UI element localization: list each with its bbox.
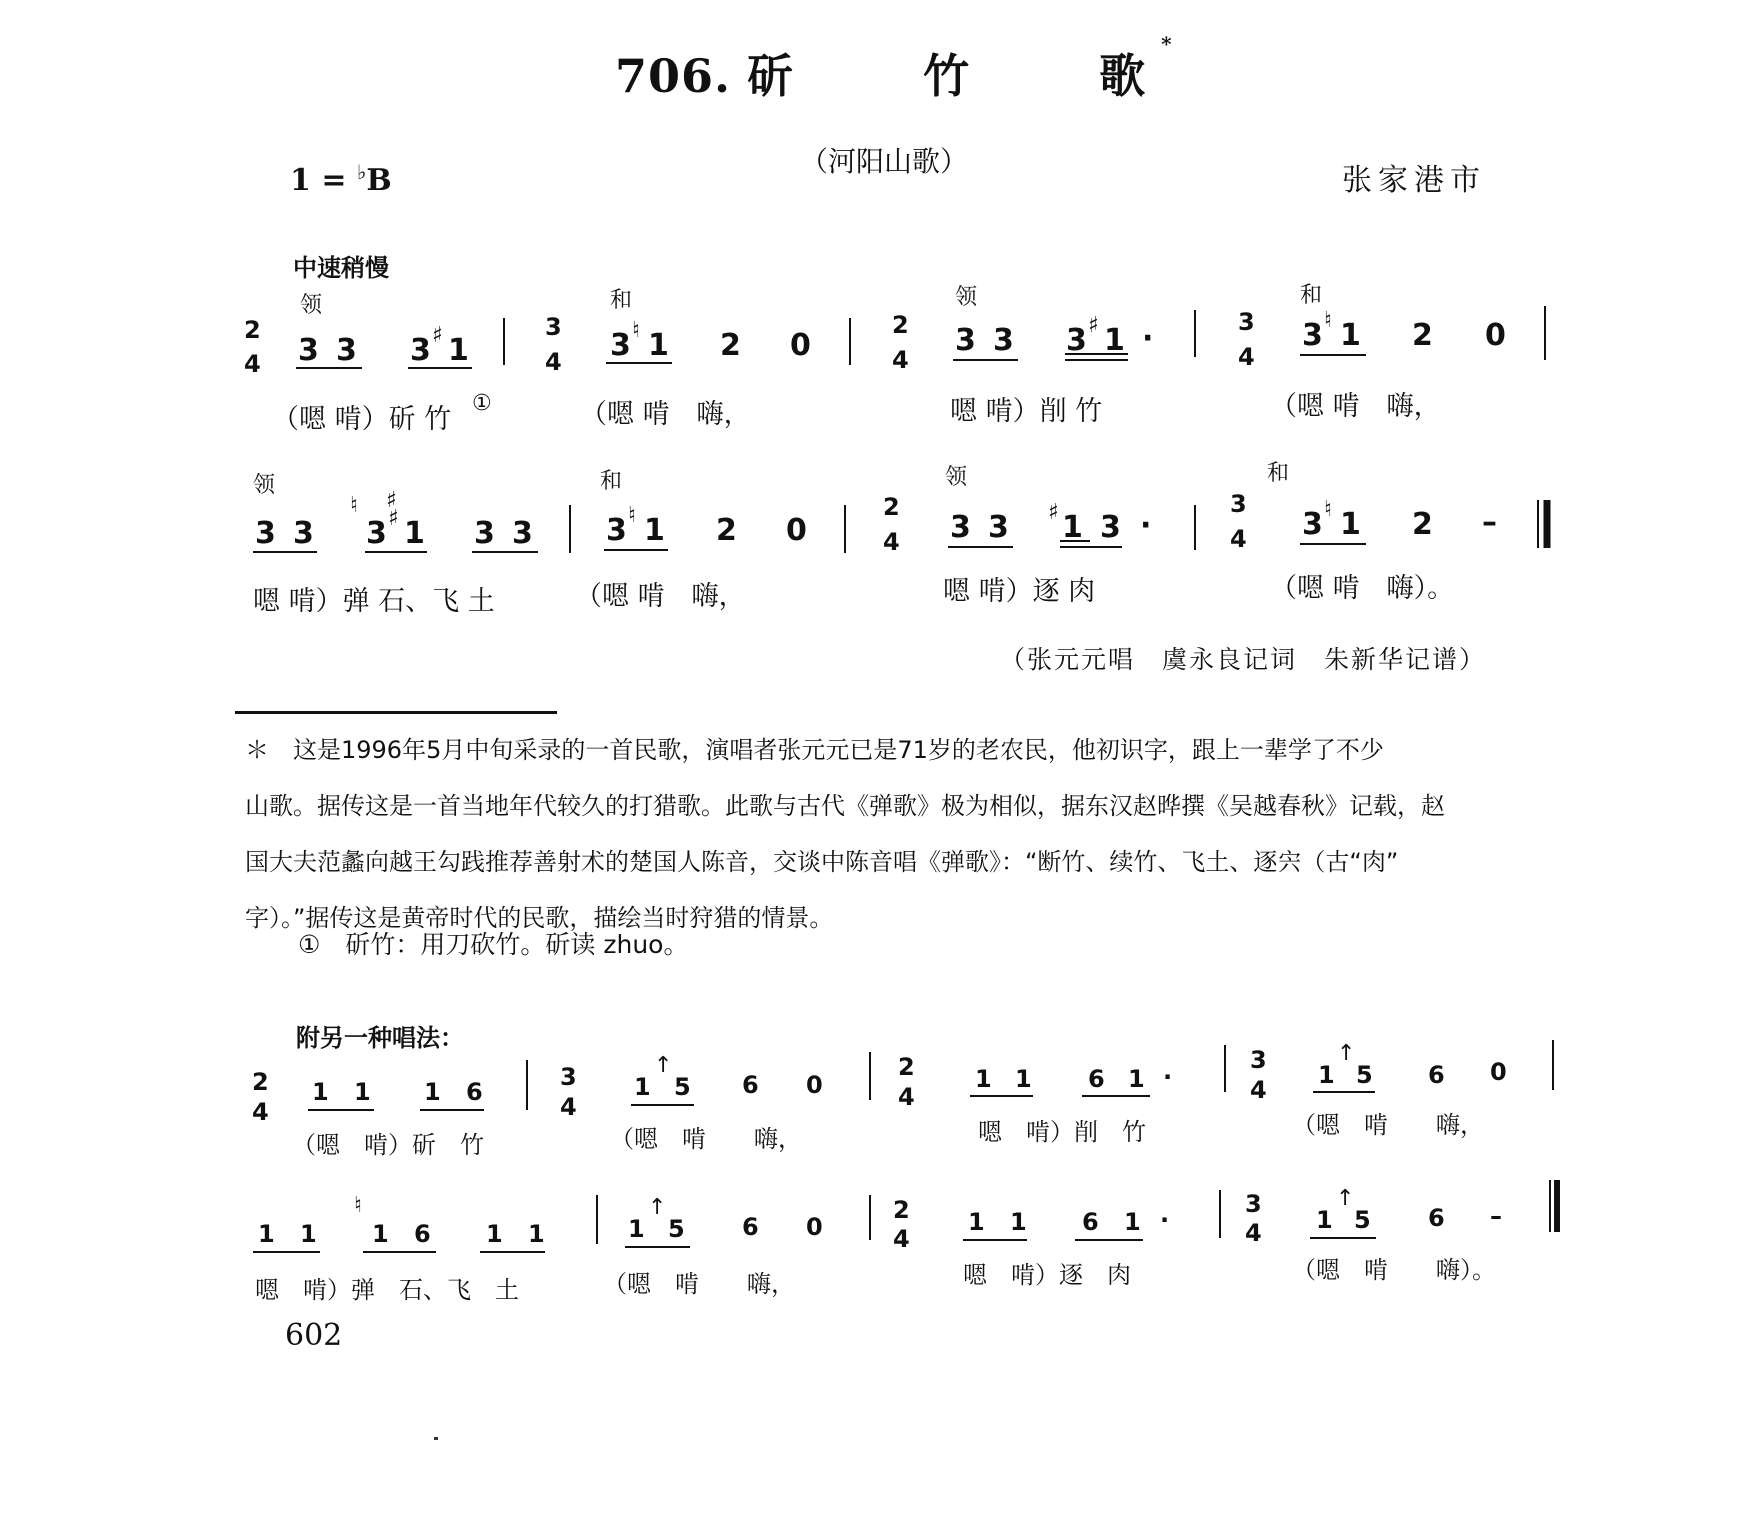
time-sig-top: 3 [560,1063,577,1091]
time-sig-top: 3 [1230,490,1247,518]
scan-speck [434,1437,438,1440]
note: 1 [486,1220,503,1248]
lyric: （嗯 啃 嗨， [1270,391,1441,422]
note: 1 [1104,323,1125,358]
note: 3 [366,516,387,551]
note: 6 [742,1213,759,1241]
up-arrow: ↑ [1336,1186,1355,1211]
dash: – [1490,1202,1502,1230]
role-lead: 领 [945,465,968,490]
note: 1 [312,1078,329,1106]
note: 3 [606,513,627,548]
note: 6 [1428,1204,1445,1232]
note: 6 [742,1071,759,1099]
grace-mark: ♮ [350,493,358,518]
role-chorus: 和 [1300,283,1323,308]
note: 5 [668,1215,685,1243]
note: 1 [404,516,425,551]
time-sig-bottom: 4 [892,346,909,374]
lyric: （嗯 啃）斫 竹 [292,1131,484,1159]
note: 1 [628,1215,645,1243]
note: 1 [968,1208,985,1236]
note: 3 [988,510,1009,545]
title-footnote-mark: * [1161,32,1172,56]
credits: （张元元唱 虞永良记词 朱新华记谱） [1000,645,1487,674]
time-sig-top: 2 [883,493,900,521]
time-sig-bottom: 4 [893,1225,910,1253]
note: 5 [1356,1061,1373,1089]
lyric: （嗯 啃 嗨， [603,1270,795,1298]
lyric: 嗯 啃）逐 肉 [943,576,1096,607]
role-lead: 领 [300,293,323,318]
note: 5 [674,1073,691,1101]
page-number: 602 [285,1318,343,1353]
role-chorus: 和 [610,288,633,313]
note: 1 [1062,510,1083,545]
note: 3 [1302,318,1323,353]
natural-sign: ♮ [1324,308,1332,333]
role-chorus: 和 [600,469,623,494]
row2-notes [255,488,1497,551]
note: 3 [293,516,314,551]
note: 6 [1082,1208,1099,1236]
note: 1 [1340,507,1361,542]
note: 3 [410,333,431,368]
key-note: B [366,163,392,198]
note: 1 [258,1220,275,1248]
time-sig-top: 3 [1238,308,1255,336]
note: 1 [1316,1206,1333,1234]
time-sig-top: 2 [893,1196,910,1224]
grace-mark: ♮ [354,1193,362,1218]
role-lead: 领 [955,285,978,310]
note: 6 [1428,1061,1445,1089]
note: 1 [300,1220,317,1248]
role-chorus: 和 [1267,461,1290,486]
dot: · [1140,508,1152,543]
note: 1 [1128,1065,1145,1093]
note: 2 [1412,318,1433,353]
time-sig-top: 3 [1245,1190,1262,1218]
natural-sign: ♮ [632,318,640,343]
lyric: 嗯 啃）逐 肉 [963,1261,1131,1289]
dot: · [1160,1206,1170,1234]
footnote-rule [235,711,557,714]
note: 1 [448,333,469,368]
natural-sign: ♮ [1324,497,1332,522]
lyric: （嗯 啃 嗨）。 [1292,1256,1496,1284]
lyric: （嗯 啃 嗨）。 [1270,573,1455,604]
dot: · [1163,1063,1173,1091]
time-sig-top: 3 [545,313,562,341]
note: 1 [1340,318,1361,353]
note: 0 [786,513,807,548]
lyric: 嗯 啃）弹 石、飞 土 [253,586,495,617]
time-sig-bottom: 4 [1230,525,1247,553]
note: 3 [512,516,533,551]
time-sig-top: 2 [898,1053,915,1081]
lyric: （嗯 啃 嗨， [580,399,751,430]
footnote-line: 国大夫范蠡向越王勾践推荐善射术的楚国人陈音，交谈中陈音唱《弹歌》：“断竹、续竹、飞土、逐宍（古“肉” [245,848,1399,876]
note: 3 [610,328,631,363]
footnote-line: 字）。”据传这是黄帝时代的民歌，描绘当时狩猎的情景。 [245,904,834,932]
time-sig-bottom: 4 [545,348,562,376]
note: 2 [716,513,737,548]
note: 1 [648,328,669,363]
time-sig-bottom: 4 [560,1093,577,1121]
time-sig-bottom: 4 [898,1083,915,1111]
note: 1 [1124,1208,1141,1236]
time-sig-top: 2 [252,1068,269,1096]
time-sig-top: 3 [1250,1046,1267,1074]
note: 1 [634,1073,651,1101]
up-arrow: ↑ [648,1195,667,1220]
time-sig-bottom: 4 [883,528,900,556]
time-sig-bottom: 4 [244,350,261,378]
sharp-sign: ♯ [432,323,443,348]
note: 3 [1066,323,1087,358]
note: 0 [790,328,811,363]
song-region: 张家港市 [1342,163,1486,198]
note: 0 [1485,318,1506,353]
note: 1 [1318,1061,1335,1089]
flat-sign: ♭ [356,160,367,184]
note: 1 [354,1078,371,1106]
natural-sign: ♮ [628,503,636,528]
note: 6 [1088,1065,1105,1093]
lyric: （嗯 啃）斫 竹 [272,404,452,435]
lyric: （嗯 啃 嗨， [610,1125,802,1153]
up-arrow: ↑ [1337,1041,1356,1066]
sharp-sign: ♯ [386,488,397,513]
sharp-sign: ♯ [1048,500,1059,525]
note: 1 [424,1078,441,1106]
note: 2 [1412,507,1433,542]
note: 3 [1100,510,1121,545]
dot: · [1142,321,1154,356]
note: 3 [255,516,276,551]
footnote-ref: ① [472,391,492,416]
dash: – [1482,505,1497,540]
note: 6 [466,1078,483,1106]
note: 3 [474,516,495,551]
note: 1 [644,513,665,548]
note: 1 [372,1220,389,1248]
note: 0 [1490,1058,1507,1086]
key-prefix: 1 = [290,163,357,198]
time-sig-bottom: 4 [1245,1219,1262,1247]
title-char-1: 斫 [747,49,794,103]
footnote-line: 山歌。据传这是一首当地年代较久的打猎歌。此歌与古代《弹歌》极为相似，据东汉赵晔撰《吴越春秋》记载，赵 [245,792,1445,820]
note: 3 [1302,507,1323,542]
footnote-star [245,722,1565,946]
alternate-version-title: 附另一种唱法： [296,1024,464,1052]
note: 0 [806,1213,823,1241]
time-sig-bottom: 4 [1250,1076,1267,1104]
note: 3 [950,510,971,545]
note: 1 [975,1065,992,1093]
note: 3 [993,323,1014,358]
note: 3 [298,333,319,368]
note: 1 [528,1220,545,1248]
note: 1 [1010,1208,1027,1236]
note: 3 [955,323,976,358]
footnote-1: ① 斫竹：用刀砍竹。斫读 zhuo。 [298,930,689,959]
lyric: （嗯 啃 嗨， [1292,1111,1484,1139]
sharp-sign: ♯ [1088,313,1099,338]
lyric: 嗯 啃）削 竹 [978,1118,1146,1146]
lyric: （嗯 啃 嗨， [575,581,746,612]
title-char-3: 歌 [1099,49,1146,103]
time-sig-top: 2 [892,311,909,339]
lyric: 嗯 啃）削 竹 [950,396,1103,427]
note: 1 [1015,1065,1032,1093]
title-char-2: 竹 [923,49,970,103]
sharp-sign: ♯ [388,506,399,531]
time-sig-bottom: 4 [1238,343,1255,371]
note: 0 [806,1071,823,1099]
footnote-line: ＊ 这是1996年5月中旬采录的一首民歌，演唱者张元元已是71岁的老农民，他初识字，跟上一辈学了不少 [245,736,1384,764]
song-subtitle: （河阳山歌） [800,145,969,178]
tempo-marking: 中速稍慢 [293,254,389,282]
song-number: 706. [615,49,732,103]
time-sig-top: 2 [244,316,261,344]
lyric: 嗯 啃）弹 石、飞 土 [255,1276,519,1304]
note: 5 [1354,1206,1371,1234]
up-arrow: ↑ [654,1053,673,1078]
note: 2 [720,328,741,363]
time-sig-bottom: 4 [252,1098,269,1126]
role-lead: 领 [253,473,276,498]
note: 3 [336,333,357,368]
note: 6 [414,1220,431,1248]
